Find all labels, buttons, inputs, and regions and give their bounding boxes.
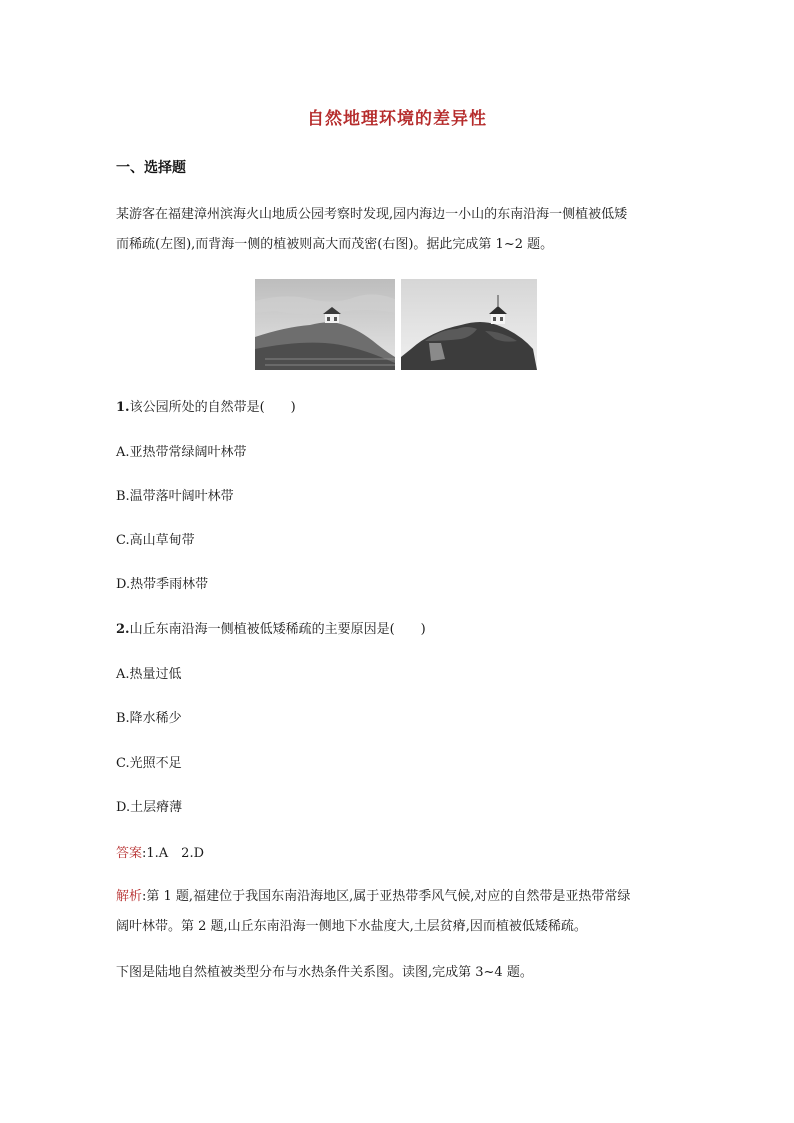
next-section-prompt: 下图是陆地自然植被类型分布与水热条件关系图。读图,完成第 3~4 题。 — [116, 965, 533, 980]
explanation-line-1 — [116, 885, 630, 904]
explanation-text-1: :第 1 题,福建位于我国东南沿海地区,属于亚热带季风气候,对应的自然带是亚热带常绿 — [142, 889, 631, 904]
photo-sparse-vegetation — [255, 279, 395, 370]
question-1-option-d: D.热带季雨林带 — [116, 577, 209, 592]
question-1-option-c: C.高山草甸带 — [116, 533, 195, 548]
intro-line-1: 某游客在福建漳州滨海火山地质公园考察时发现,园内海边一小山的东南沿海一侧植被低矮 — [116, 207, 628, 222]
answer-text: :1.A 2.D — [142, 846, 205, 861]
question-1-number: 1. — [116, 400, 130, 415]
intro-line-2: 而稀疏(左图),而背海一侧的植被则高大而茂密(右图)。据此完成第 1~2 题。 — [116, 237, 554, 252]
answer-label: 答案 — [116, 846, 143, 861]
question-1-stem — [116, 396, 296, 415]
question-1-option-b: B.温带落叶阔叶林带 — [116, 489, 234, 504]
explanation-label: 解析 — [116, 889, 143, 904]
question-2-option-a: A.热量过低 — [116, 667, 182, 682]
question-2-option-c: C.光照不足 — [116, 756, 182, 771]
question-2-stem — [116, 618, 426, 637]
explanation-line-2: 阔叶林带。第 2 题,山丘东南沿海一侧地下水盐度大,土层贫瘠,因而植被低矮稀疏。 — [116, 919, 587, 934]
question-1-text: 该公园所处的自然带是( ) — [129, 400, 296, 415]
section-heading: 一、选择题 — [116, 160, 186, 176]
question-2-number: 2. — [116, 622, 130, 637]
question-2-option-b: B.降水稀少 — [116, 711, 182, 726]
answer-line — [116, 842, 204, 861]
page-title: 自然地理环境的差异性 — [307, 109, 487, 129]
question-2-option-d: D.土层瘠薄 — [116, 800, 183, 815]
question-1-option-a: A.亚热带常绿阔叶林带 — [116, 445, 247, 460]
photo-dense-vegetation — [401, 279, 537, 370]
question-2-text: 山丘东南沿海一侧植被低矮稀疏的主要原因是( ) — [129, 622, 426, 637]
